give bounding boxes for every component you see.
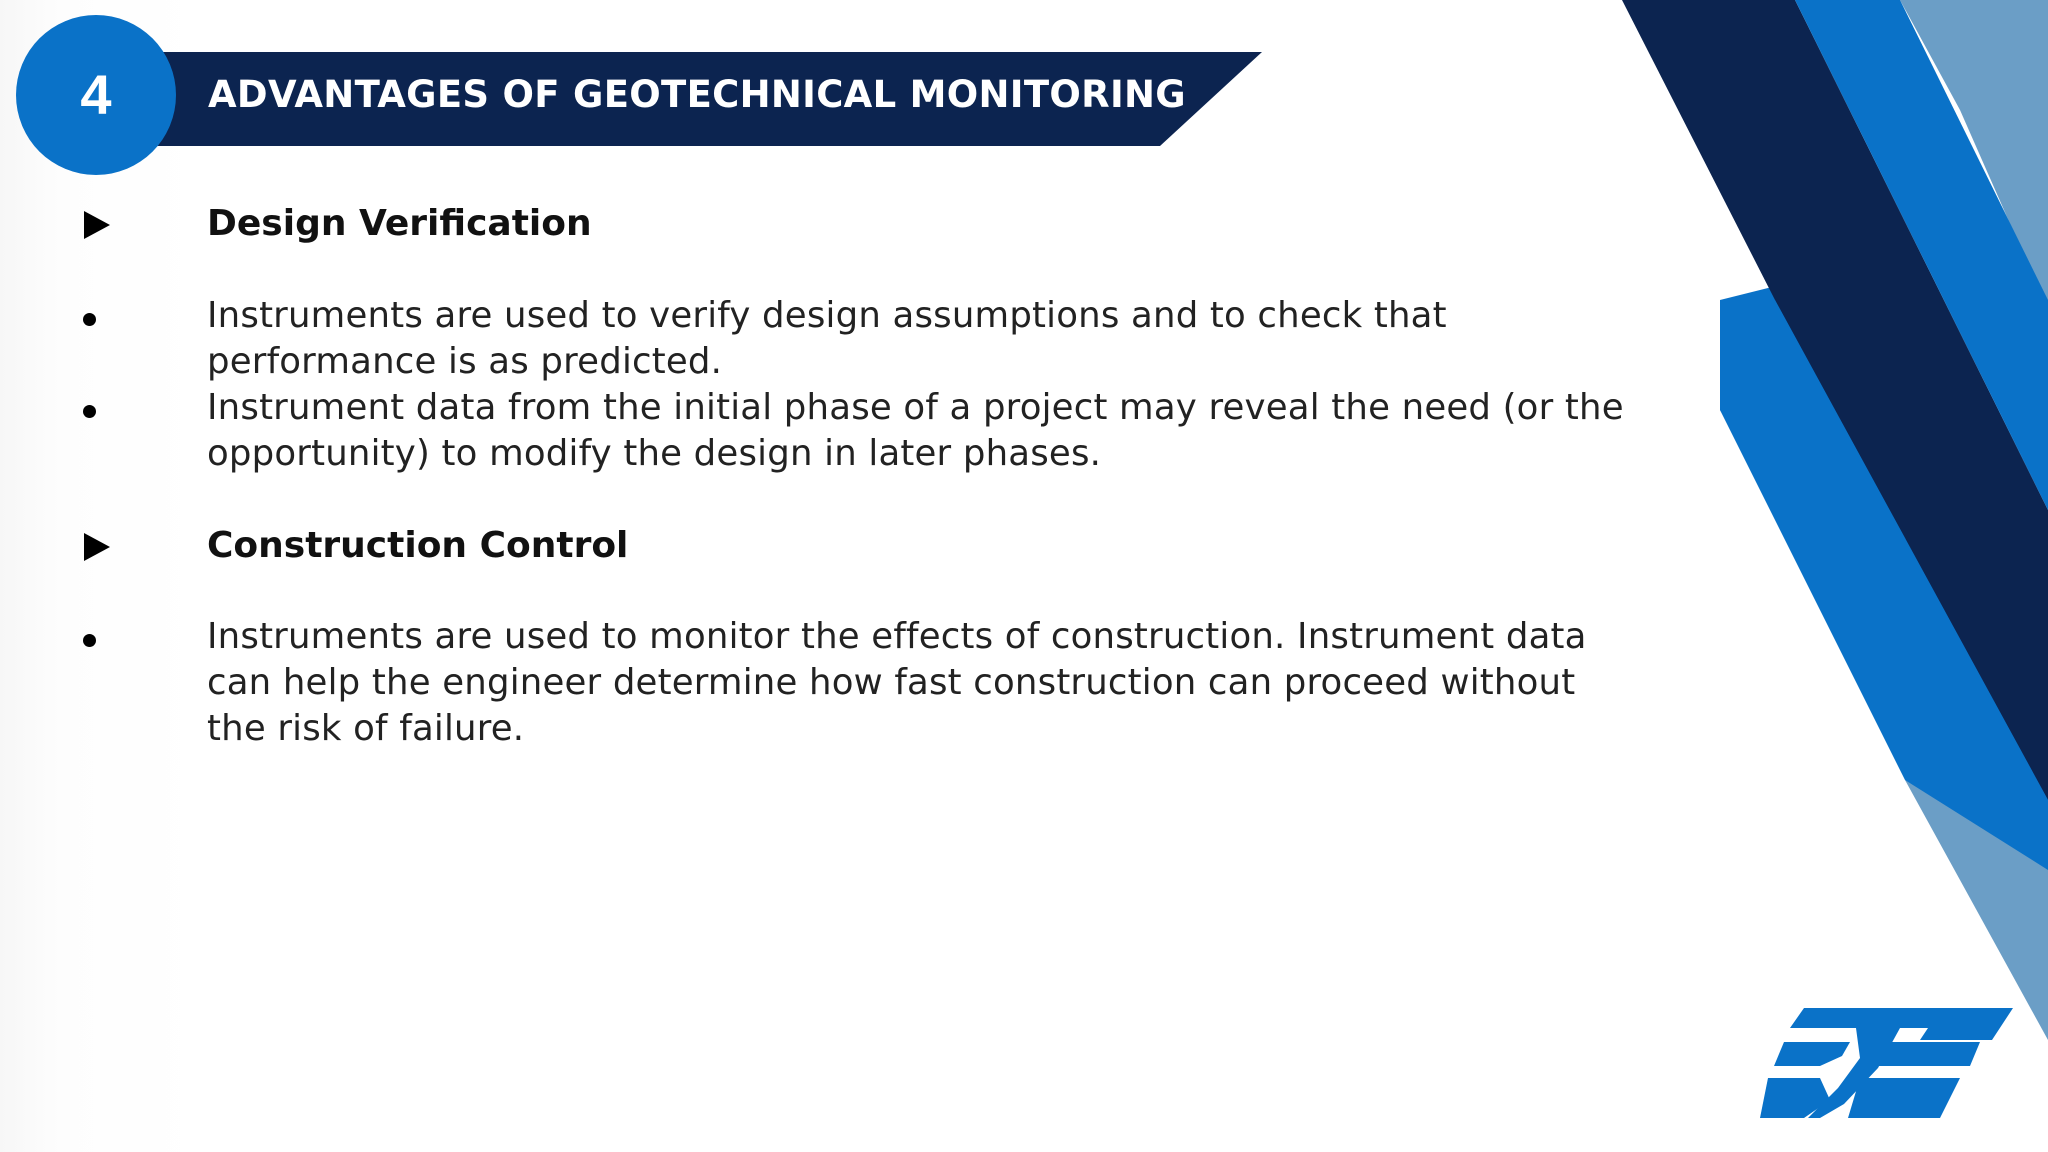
bullet-item bbox=[0, 385, 1700, 477]
bullet-text: Instruments are used to monitor the effects of construction. Instrument data can help the engineer determine how fast construction can proceed without the risk of failure. bbox=[207, 616, 1587, 749]
bullet-item bbox=[0, 293, 1700, 385]
triangle-right-icon bbox=[84, 533, 110, 561]
slide-title: ADVANTAGES OF GEOTECHNICAL MONITORING bbox=[208, 73, 1186, 116]
bullet-item bbox=[0, 614, 1700, 752]
bullet-text: Instrument data from the initial phase of a project may reveal the need (or the opportunity) to modify the design in later phases. bbox=[207, 387, 1624, 474]
triangle-right-icon bbox=[84, 211, 110, 239]
logo-bar-bottom-right bbox=[1848, 1078, 1960, 1118]
company-logo-icon bbox=[1760, 1008, 2015, 1118]
bullet-dot-icon bbox=[83, 634, 96, 647]
section-heading-design-verification bbox=[0, 199, 1700, 249]
section-heading-text: Construction Control bbox=[207, 525, 629, 566]
bullet-dot-icon bbox=[83, 313, 96, 326]
section-heading-text: Design Verification bbox=[207, 203, 592, 244]
section-heading-construction-control bbox=[0, 521, 1700, 571]
section-number-badge: 4 bbox=[16, 15, 176, 175]
logo-bar-mid bbox=[1774, 1042, 1850, 1066]
logo-bar-mid-right bbox=[1878, 1042, 1980, 1066]
bullet-dot-icon bbox=[83, 405, 96, 418]
bullet-text: Instruments are used to verify design assumptions and to check that performance is as predicted. bbox=[207, 295, 1447, 382]
logo-bar-top bbox=[1790, 1008, 2013, 1040]
